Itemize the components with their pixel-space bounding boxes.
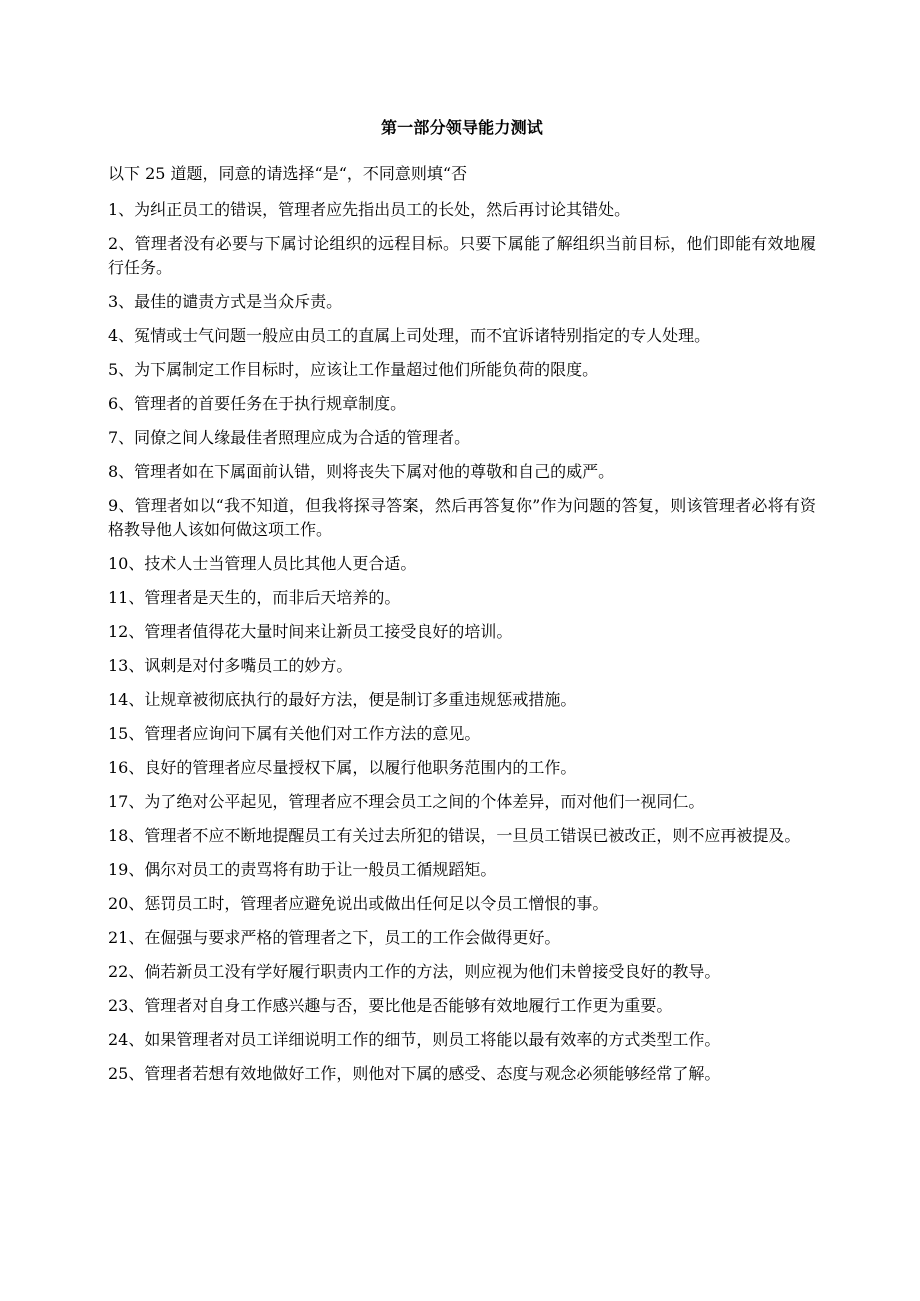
question-item: 23、管理者对自身工作感兴趣与否，要比他是否能够有效地履行工作更为重要。 (108, 996, 673, 1015)
question-item: 20、惩罚员工时，管理者应避免说出或做出任何足以令员工憎恨的事。 (108, 894, 609, 913)
question-item: 5、为下属制定工作目标时，应该让工作量超过他们所能负荷的限度。 (108, 360, 599, 379)
question-item: 7、同僚之间人缘最佳者照理应成为合适的管理者。 (108, 428, 471, 447)
question-item: 24、如果管理者对员工详细说明工作的细节，则员工将能以最有效率的方式类型工作。 (108, 1030, 721, 1049)
question-item: 15、管理者应询问下属有关他们对工作方法的意见。 (108, 724, 481, 743)
question-item: 1、为纠正员工的错误，管理者应先指出员工的长处，然后再讨论其错处。 (108, 200, 631, 219)
question-item: 14、让规章被彻底执行的最好方法，便是制订多重违规惩戒措施。 (108, 690, 577, 709)
question-item: 10、技术人士当管理人员比其他人更合适。 (108, 554, 417, 573)
question-list (108, 198, 816, 1096)
page-title: 第一部分领导能力测试 (380, 118, 543, 137)
question-item: 8、管理者如在下属面前认错，则将丧失下属对他的尊敬和自己的威严。 (108, 462, 615, 481)
question-item: 21、在倔强与要求严格的管理者之下，员工的工作会做得更好。 (108, 928, 561, 947)
question-item: 16、良好的管理者应尽量授权下属，以履行他职务范围内的工作。 (108, 758, 577, 777)
question-item: 12、管理者值得花大量时间来让新员工接受良好的培训。 (108, 622, 513, 641)
question-item: 19、偶尔对员工的责骂将有助于让一般员工循规蹈矩。 (108, 860, 497, 879)
question-item: 11、管理者是天生的，而非后天培养的。 (108, 588, 401, 607)
question-item: 17、为了绝对公平起见，管理者应不理会员工之间的个体差异，而对他们一视同仁。 (108, 792, 705, 811)
intro-text: 以下 25 道题，同意的请选择“是“，不同意则填“否 (108, 164, 468, 183)
question-item: 22、倘若新员工没有学好履行职责内工作的方法，则应视为他们未曾接受良好的教导。 (108, 962, 721, 981)
question-item: 25、管理者若想有效地做好工作，则他对下属的感受、态度与观念必须能够经常了解。 (108, 1064, 721, 1083)
question-item: 6、管理者的首要任务在于执行规章制度。 (108, 394, 407, 413)
question-item: 3、最佳的谴责方式是当众斥责。 (108, 292, 343, 311)
question-item: 4、冤情或士气问题一般应由员工的直属上司处理，而不宜诉诸特别指定的专人处理。 (108, 326, 711, 345)
question-item: 13、讽刺是对付多嘴员工的妙方。 (108, 656, 353, 675)
question-item: 2、管理者没有必要与下属讨论组织的远程目标。只要下属能了解组织当前目标，他们即能有效地履行任务。 (108, 234, 816, 277)
question-item: 18、管理者不应不断地提醒员工有关过去所犯的错误，一旦员工错误已被改正，则不应再被提及。 (108, 826, 801, 845)
question-item: 9、管理者如以“我不知道，但我将探寻答案，然后再答复你”作为问题的答复，则该管理者必将有资格教导他人该如何做这项工作。 (108, 496, 816, 539)
